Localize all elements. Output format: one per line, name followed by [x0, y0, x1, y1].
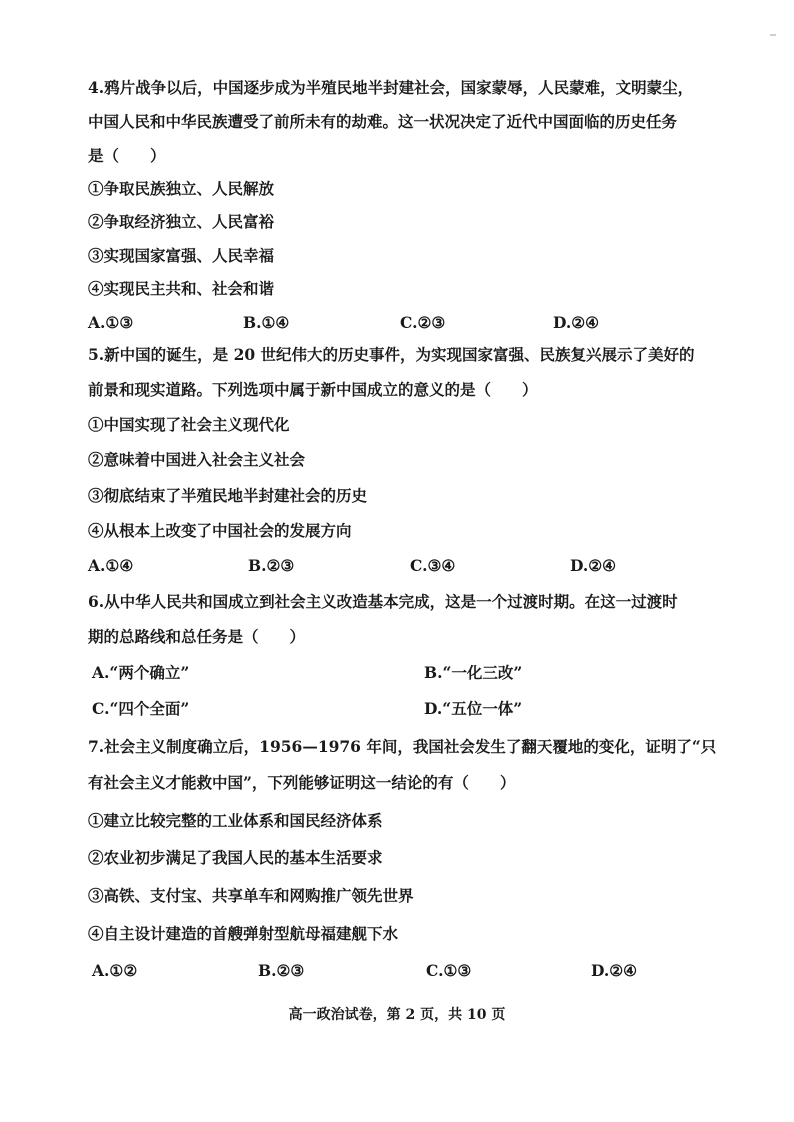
q4-item-2: ②争取经济独立、人民富裕 — [88, 212, 275, 231]
q5-item-1: ①中国实现了社会主义现代化 — [88, 415, 290, 434]
q4-stem-line-3: 是（ ） — [88, 146, 166, 165]
q5-option-c: C.③④ — [410, 556, 456, 575]
q5-option-d: D.②④ — [570, 556, 617, 575]
q5-item-4: ④从根本上改变了中国社会的发展方向 — [88, 521, 352, 540]
q7-item-2: ②农业初步满足了我国人民的基本生活要求 — [88, 848, 383, 867]
q5-item-2: ②意味着中国进入社会主义社会 — [88, 450, 306, 469]
q4-stem-line-2: 中国人民和中华民族遭受了前所未有的劫难。这一状况决定了近代中国面临的历史任务 — [88, 112, 678, 131]
q5-option-b: B.②③ — [248, 556, 295, 575]
q7-item-4: ④自主设计建造的首艘弹射型航母福建舰下水 — [88, 924, 399, 943]
q7-option-b: B.②③ — [258, 961, 305, 980]
q7-item-3: ③高铁、支付宝、共享单车和网购推广领先世界 — [88, 886, 414, 905]
q6-option-d: D.“五位一体” — [424, 699, 523, 718]
q4-option-c: C.②③ — [400, 313, 446, 332]
q7-option-d: D.②④ — [591, 961, 638, 980]
q5-stem-line-1: 5.新中国的诞生，是 20 世纪伟大的历史事件，为实现国家富强、民族复兴展示了美好的 — [88, 345, 695, 364]
page-footer: 高一政治试卷，第 2 页，共 10 页 — [288, 1007, 506, 1023]
q4-item-4: ④实现民主共和、社会和谐 — [88, 279, 275, 298]
q5-item-3: ③彻底结束了半殖民地半封建社会的历史 — [88, 486, 368, 505]
q5-option-a: A.①④ — [88, 556, 134, 575]
q4-item-1: ①争取民族独立、人民解放 — [88, 179, 275, 198]
q7-stem-line-2: 有社会主义才能救中国”，下列能够证明这一结论的有（ ） — [88, 773, 516, 792]
q4-option-b: B.①④ — [243, 313, 290, 332]
q4-stem-line-1: 4.鸦片战争以后，中国逐步成为半殖民地半封建社会，国家蒙辱，人民蒙难，文明蒙尘， — [88, 78, 694, 97]
q7-option-a: A.①② — [92, 961, 138, 980]
q7-option-c: C.①③ — [426, 961, 472, 980]
q6-option-b: B.“一化三改” — [424, 663, 523, 682]
q7-stem-line-1: 7.社会主义制度确立后，1956—1976 年间，我国社会发生了翻天覆地的变化，证明了“只 — [88, 737, 717, 756]
q4-option-a: A.①③ — [88, 313, 134, 332]
q6-option-c: C.“四个全面” — [92, 699, 190, 718]
q4-option-d: D.②④ — [553, 313, 600, 332]
q5-stem-line-2: 前景和现实道路。下列选项中属于新中国成立的意义的是（ ） — [88, 380, 538, 399]
q7-item-1: ①建立比较完整的工业体系和国民经济体系 — [88, 811, 383, 830]
scan-mark — [770, 34, 776, 36]
q4-item-3: ③实现国家富强、人民幸福 — [88, 246, 275, 265]
q6-stem-line-1: 6.从中华人民共和国成立到社会主义改造基本完成，这是一个过渡时期。在这一过渡时 — [88, 592, 678, 611]
q6-stem-line-2: 期的总路线和总任务是（ ） — [88, 627, 306, 646]
q6-option-a: A.“两个确立” — [92, 663, 190, 682]
